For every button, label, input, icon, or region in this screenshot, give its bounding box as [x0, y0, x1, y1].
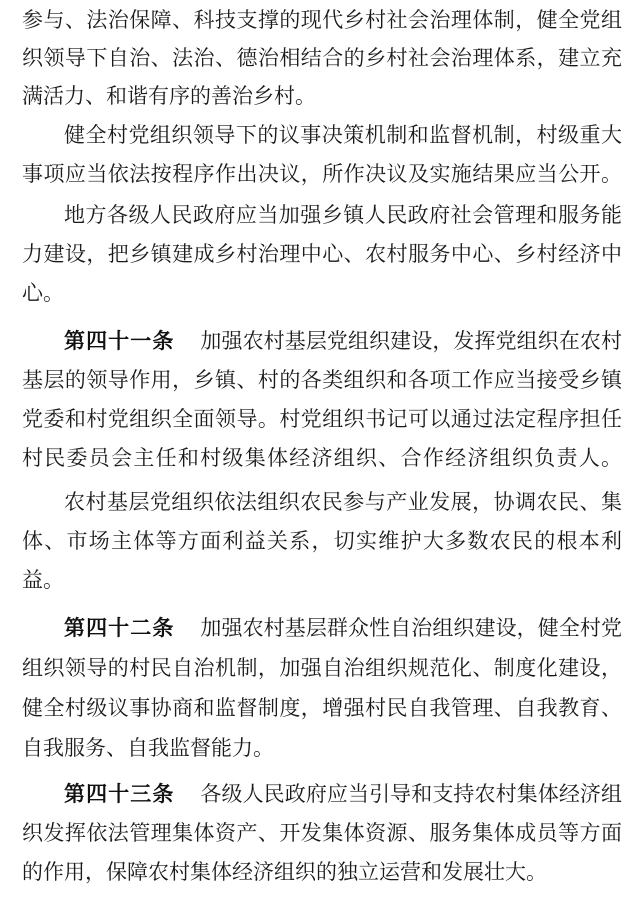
text-line: 基层的领导作用，乡镇、村的各类组织和各项工作应当接受乡镇 — [22, 368, 622, 392]
article-42-line — [64, 610, 622, 646]
article-42-heading: 第四十二条 — [64, 616, 175, 640]
text-line: 各级人民政府应当引导和支持农村集体经济组 — [200, 782, 623, 806]
text-line: 健全村党组织领导下的议事决策机制和监督机制，村级重大 — [64, 123, 622, 147]
text-line: 满活力、和谐有序的善治乡村。 — [22, 84, 316, 108]
article-43-line — [64, 776, 622, 812]
text-line: 加强农村基层群众性自治组织建设，健全村党 — [200, 616, 623, 640]
text-line: 力建设，把乡镇建成乡村治理中心、农村服务中心、乡村经济中 — [22, 242, 622, 266]
text-line: 地方各级人民政府应当加强乡镇人民政府社会管理和服务能 — [64, 203, 622, 227]
text-line: 健全村级议事协商和监督制度，增强村民自我管理、自我教育、 — [22, 696, 622, 720]
text-line: 农村基层党组织依法组织农民参与产业发展，协调农民、集 — [64, 490, 622, 514]
text-line: 体、市场主体等方面利益关系，切实维护大多数农民的根本利 — [22, 529, 622, 553]
text-line: 织领导下自治、法治、德治相结合的乡村社会治理体系，建立充 — [22, 46, 622, 70]
article-41-heading: 第四十一条 — [64, 329, 175, 353]
article-43-heading: 第四十三条 — [64, 782, 175, 806]
article-41-line — [64, 323, 622, 359]
text-line: 参与、法治保障、科技支撑的现代乡村社会治理体制，健全党组 — [22, 8, 622, 32]
text-line: 的作用，保障农村集体经济组织的独立运营和发展壮大。 — [22, 860, 547, 884]
text-line: 益。 — [22, 568, 64, 592]
text-line: 党委和村党组织全面领导。村党组织书记可以通过法定程序担任 — [22, 407, 622, 431]
text-line: 加强农村基层党组织建设，发挥党组织在农村 — [200, 329, 623, 353]
text-line: 事项应当依法按程序作出决议，所作决议及实施结果应当公开。 — [22, 162, 622, 186]
text-line: 自我服务、自我监督能力。 — [22, 736, 274, 760]
text-line: 村民委员会主任和村级集体经济组织、合作经济组织负责人。 — [22, 446, 622, 470]
text-line: 心。 — [22, 281, 64, 305]
text-line: 织发挥依法管理集体资产、开发集体资源、服务集体成员等方面 — [22, 821, 622, 845]
text-line: 组织领导的村民自治机制，加强自治组织规范化、制度化建设， — [22, 656, 622, 680]
